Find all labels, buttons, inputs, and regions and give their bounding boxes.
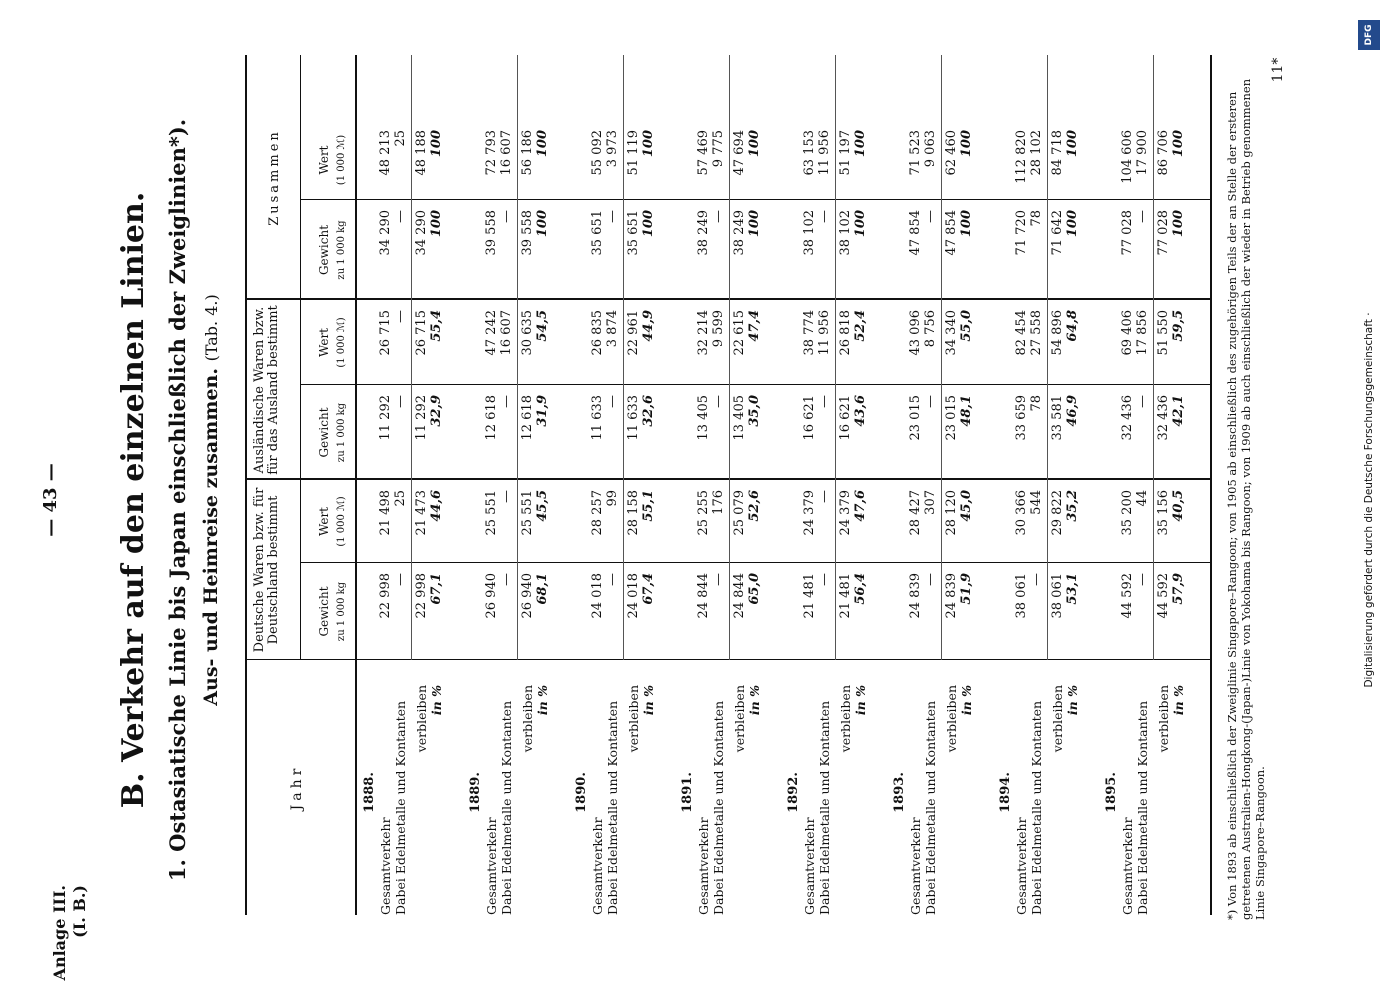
table-cell-remain: 23 015	[944, 395, 959, 441]
subheader-unit: (1 000 ℳ)	[336, 134, 347, 186]
table-cell-pct: 56,4	[853, 573, 868, 605]
year-label: 1891.	[680, 772, 695, 813]
table-cell-remain: 24 379	[838, 490, 853, 536]
table-cell-total: 71 720	[1014, 210, 1029, 256]
annex-line1: Anlage III.	[50, 885, 69, 981]
table-cell-remain: 34 340	[944, 310, 959, 356]
table-cell-remain: 24 844	[732, 573, 747, 619]
table-cell-total: 28 427	[908, 490, 923, 536]
subheader-weight: Gewicht	[317, 407, 331, 458]
year-label: 1892.	[786, 772, 801, 813]
table-cell-precious: —	[817, 573, 832, 586]
table-cell-total: 38 102	[802, 210, 817, 256]
table-cell-total: 34 290	[378, 210, 393, 256]
table-cell-pct: 53,1	[1065, 573, 1080, 605]
table-cell-remain: 38 102	[838, 210, 853, 256]
table-cell-total: 77 028	[1120, 210, 1135, 256]
row-label-precious: Dabei Edelmetalle und Kontanten	[499, 700, 514, 915]
table-cell-remain: 48 188	[414, 130, 429, 176]
row-label-total: Gesamtverkehr	[484, 817, 499, 915]
table-cell-pct: 100	[535, 210, 550, 238]
table-cell-pct: 35,2	[1065, 490, 1080, 522]
table-cell-remain: 11 633	[626, 395, 641, 441]
section-title: Aus- und Heimreise zusammen.	[200, 368, 222, 706]
table-cell-pct: 100	[959, 130, 974, 158]
table-cell-total: 35 651	[590, 210, 605, 256]
table-cell-precious: 9 775	[711, 130, 726, 168]
table-cell-total: 47 242	[484, 310, 499, 356]
row-label-remain: verbleiben	[944, 685, 959, 753]
table-cell-total: 47 854	[908, 210, 923, 256]
row-label-remain: verbleiben	[626, 685, 641, 753]
row-label-percent: in %	[535, 685, 550, 716]
table-cell-remain: 44 592	[1156, 573, 1171, 619]
table-cell-total: 69 406	[1120, 310, 1135, 356]
row-label-remain: verbleiben	[1050, 685, 1065, 753]
table-cell-remain: 51 197	[838, 130, 853, 176]
table-cell-remain: 39 558	[520, 210, 535, 256]
table-cell-remain: 21 481	[838, 573, 853, 619]
table-cell-total: 48 213	[378, 130, 393, 176]
row-label-remain: verbleiben	[732, 685, 747, 753]
year-label: 1889.	[468, 772, 483, 813]
group-divider-rule	[300, 55, 301, 660]
table-cell-pct: 45,5	[535, 490, 550, 522]
table-cell-pct: 67,1	[429, 573, 444, 605]
table-cell-pct: 100	[959, 210, 974, 238]
table-cell-remain: 25 551	[520, 490, 535, 536]
table-cell-pct: 31,9	[535, 395, 550, 427]
table-cell-total: 24 839	[908, 573, 923, 619]
table-cell-total: 112 820	[1014, 130, 1029, 184]
table-cell-precious: —	[711, 210, 726, 223]
row-label-remain: verbleiben	[414, 685, 429, 753]
table-cell-precious: —	[923, 210, 938, 223]
table-cell-precious: —	[499, 210, 514, 223]
footnote: *) Von 1893 ab einschließlich der Zweiglinie Singapore–Rangoon; von 1905 ab einschließlich des zugehörigen Teils der an Stelle der ersteren getretenen Australien-Hongkong-(Japan-)Linie von Yokohama bis Rangoon; von 1909 ab auch einschließlich der wieder in Betrieb genommenen Linie Singapore–Rangoon.	[1225, 78, 1267, 920]
year-label: 1888.	[362, 772, 377, 813]
table-cell-pct: 64,8	[1065, 310, 1080, 342]
table-cell-remain: 21 473	[414, 490, 429, 536]
table-cell-precious: —	[393, 310, 408, 323]
table-cell-remain: 47 854	[944, 210, 959, 256]
subtotal-rule	[1153, 55, 1154, 660]
table-cell-pct: 100	[747, 210, 762, 238]
table-cell-precious: —	[817, 490, 832, 503]
table-cell-precious: —	[1135, 210, 1150, 223]
row-label-precious: Dabei Edelmetalle und Kontanten	[1135, 700, 1150, 915]
table-cell-remain: 12 618	[520, 395, 535, 441]
subheader-unit: zu 1 000 kg	[336, 581, 347, 642]
table-cell-pct: 45,0	[959, 490, 974, 522]
table-cell-pct: 55,0	[959, 310, 974, 342]
table-cell-remain: 26 715	[414, 310, 429, 356]
table-cell-remain: 86 706	[1156, 130, 1171, 176]
table-cell-pct: 100	[641, 210, 656, 238]
table-cell-pct: 100	[1065, 130, 1080, 158]
table-cell-total: 21 498	[378, 490, 393, 536]
table-cell-remain: 22 615	[732, 310, 747, 356]
sheet-signature: 11*	[1270, 57, 1286, 83]
table-cell-total: 11 292	[378, 395, 393, 441]
row-label-precious: Dabei Edelmetalle und Kontanten	[711, 700, 726, 915]
section-heading	[200, 80, 222, 920]
subheader-value: Wert	[317, 507, 331, 537]
column-header-year: Jahr	[289, 764, 305, 811]
table-cell-remain: 38 061	[1050, 573, 1065, 619]
row-label-percent: in %	[853, 685, 868, 716]
table-cell-remain: 32 436	[1156, 395, 1171, 441]
digitization-watermark	[1356, 12, 1382, 988]
subtotal-rule	[411, 55, 412, 660]
table-cell-precious: —	[393, 573, 408, 586]
table-cell-pct: 55,4	[429, 310, 444, 342]
table-cell-precious: —	[817, 210, 832, 223]
table-cell-total: 26 835	[590, 310, 605, 356]
column-group-header: Deutsche Waren bzw. für Deutschland bestimmt	[252, 487, 281, 653]
subtotal-rule	[623, 55, 624, 660]
subheader-unit: zu 1 000 kg	[336, 402, 347, 463]
table-cell-precious: 307	[923, 490, 938, 515]
table-cell-total: 16 621	[802, 395, 817, 441]
year-label: 1895.	[1104, 772, 1119, 813]
table-cell-precious: —	[711, 573, 726, 586]
column-group-header: Ausländische Waren bzw. für das Ausland bestimmt	[252, 305, 281, 475]
table-cell-pct: 40,5	[1171, 490, 1186, 522]
subtotal-rule	[941, 55, 942, 660]
table-cell-total: 26 940	[484, 573, 499, 619]
year-label: 1894.	[998, 772, 1013, 813]
table-cell-total: 104 606	[1120, 130, 1135, 184]
watermark-text: Digitalisierung gefördert durch die Deutsche Forschungsgemeinschaft ·	[1363, 312, 1375, 688]
table-cell-remain: 28 120	[944, 490, 959, 536]
table-cell-pct: 32,6	[641, 395, 656, 427]
table-cell-total: 82 454	[1014, 310, 1029, 356]
table-cell-precious: —	[499, 490, 514, 503]
table-cell-precious: —	[499, 395, 514, 408]
year-label: 1893.	[892, 772, 907, 813]
table-cell-pct: 100	[853, 130, 868, 158]
table-cell-remain: 30 635	[520, 310, 535, 356]
table-cell-total: 32 214	[696, 310, 711, 356]
table-cell-remain: 56 186	[520, 130, 535, 176]
table-cell-total: 44 592	[1120, 573, 1135, 619]
table-cell-precious: —	[605, 395, 620, 408]
table-cell-remain: 84 718	[1050, 130, 1065, 176]
table-cell-remain: 51 119	[626, 130, 641, 176]
table-cell-remain: 16 621	[838, 395, 853, 441]
subheader-unit: (1 000 ℳ)	[336, 496, 347, 547]
table-cell-total: 30 366	[1014, 490, 1029, 536]
table-cell-precious: 11 956	[817, 310, 832, 356]
table-cell-pct: 57,9	[1171, 573, 1186, 605]
table-cell-precious: 3 874	[605, 310, 620, 348]
table-cell-total: 13 405	[696, 395, 711, 441]
table-cell-pct: 47,6	[853, 490, 868, 522]
table-cell-remain: 22 961	[626, 310, 641, 356]
table-cell-total: 38 249	[696, 210, 711, 256]
table-cell-total: 22 998	[378, 573, 393, 619]
table-cell-precious: —	[1029, 573, 1044, 586]
table-cell-precious: 17 900	[1135, 130, 1150, 176]
table-cell-remain: 11 292	[414, 395, 429, 441]
table-cell-precious: 544	[1029, 490, 1044, 515]
subheader-value: Wert	[317, 145, 331, 175]
table-cell-precious: —	[499, 573, 514, 586]
table-cell-total: 32 436	[1120, 395, 1135, 441]
table-cell-remain: 62 460	[944, 130, 959, 176]
table-cell-precious: 11 956	[817, 130, 832, 176]
table-cell-pct: 51,9	[959, 573, 974, 605]
row-label-remain: verbleiben	[1156, 685, 1171, 753]
row-label-total: Gesamtverkehr	[802, 817, 817, 915]
column-group-header: Zusammen	[267, 129, 282, 226]
table-cell-pct: 100	[747, 130, 762, 158]
subheader-value: Wert	[317, 328, 331, 358]
table-top-rule	[245, 55, 247, 915]
table-cell-pct: 100	[429, 210, 444, 238]
table-cell-pct: 52,6	[747, 490, 762, 522]
table-cell-pct: 52,4	[853, 310, 868, 342]
table-cell-pct: 65,0	[747, 573, 762, 605]
table-cell-total: 25 551	[484, 490, 499, 536]
table-cell-remain: 38 249	[732, 210, 747, 256]
table-cell-remain: 35 156	[1156, 490, 1171, 536]
row-label-percent: in %	[641, 685, 656, 716]
table-cell-precious: 44	[1135, 490, 1150, 507]
row-label-percent: in %	[429, 685, 444, 716]
table-cell-remain: 24 839	[944, 573, 959, 619]
subtotal-rule	[835, 55, 836, 660]
table-cell-total: 24 018	[590, 573, 605, 619]
table-cell-total: 23 015	[908, 395, 923, 441]
header-bottom-rule	[355, 55, 357, 915]
table-cell-total: 71 523	[908, 130, 923, 176]
table-cell-total: 11 633	[590, 395, 605, 441]
table-cell-precious: 78	[1029, 210, 1044, 227]
table-cell-pct: 43,6	[853, 395, 868, 427]
table-cell-pct: 42,1	[1171, 395, 1186, 427]
table-cell-total: 38 061	[1014, 573, 1029, 619]
table-cell-precious: 99	[605, 490, 620, 507]
subtotal-rule	[729, 55, 730, 660]
table-cell-remain: 71 642	[1050, 210, 1065, 256]
table-cell-total: 24 844	[696, 573, 711, 619]
table-cell-total: 43 096	[908, 310, 923, 356]
table-cell-precious: —	[817, 395, 832, 408]
table-cell-pct: 100	[429, 130, 444, 158]
row-label-total: Gesamtverkehr	[1120, 817, 1135, 915]
table-cell-remain: 26 940	[520, 573, 535, 619]
year-label: 1890.	[574, 772, 589, 813]
table-cell-precious: 28 102	[1029, 130, 1044, 176]
table-cell-precious: —	[605, 573, 620, 586]
row-label-percent: in %	[747, 685, 762, 716]
annex-line2: (I. B.)	[70, 885, 89, 938]
table-cell-total: 24 379	[802, 490, 817, 536]
row-label-total: Gesamtverkehr	[1014, 817, 1029, 915]
row-label-remain: verbleiben	[838, 685, 853, 753]
table-cell-pct: 54,5	[535, 310, 550, 342]
table-cell-pct: 100	[1171, 210, 1186, 238]
table-cell-pct: 59,5	[1171, 310, 1186, 342]
table-cell-pct: 100	[535, 130, 550, 158]
table-cell-pct: 44,6	[429, 490, 444, 522]
table-cell-remain: 24 018	[626, 573, 641, 619]
table-cell-remain: 54 896	[1050, 310, 1065, 356]
table-reference: (Tab. 4.)	[202, 294, 221, 362]
table-cell-total: 33 659	[1014, 395, 1029, 441]
table-cell-remain: 28 158	[626, 490, 641, 536]
table-cell-pct: 48,1	[959, 395, 974, 427]
table-cell-remain: 26 818	[838, 310, 853, 356]
table-cell-precious: —	[393, 395, 408, 408]
table-cell-remain: 33 581	[1050, 395, 1065, 441]
table-bottom-rule	[1210, 55, 1212, 915]
table-cell-pct: 46,9	[1065, 395, 1080, 427]
row-label-precious: Dabei Edelmetalle und Kontanten	[817, 700, 832, 915]
table-cell-pct: 44,9	[641, 310, 656, 342]
row-label-total: Gesamtverkehr	[590, 817, 605, 915]
table-cell-precious: —	[923, 573, 938, 586]
table-cell-pct: 100	[853, 210, 868, 238]
row-label-total: Gesamtverkehr	[378, 817, 393, 915]
table-cell-total: 39 558	[484, 210, 499, 256]
table-cell-pct: 32,9	[429, 395, 444, 427]
row-label-total: Gesamtverkehr	[908, 817, 923, 915]
table-cell-remain: 51 550	[1156, 310, 1171, 356]
table-cell-precious: 16 607	[499, 310, 514, 356]
subheader-weight: Gewicht	[317, 224, 331, 276]
table-cell-precious: —	[1135, 395, 1150, 408]
table-cell-pct: 100	[641, 130, 656, 158]
table-cell-total: 26 715	[378, 310, 393, 356]
table-cell-remain: 25 079	[732, 490, 747, 536]
table-cell-remain: 47 694	[732, 130, 747, 176]
subheader-weight: Gewicht	[317, 586, 331, 637]
table-cell-precious: —	[711, 395, 726, 408]
row-label-precious: Dabei Edelmetalle und Kontanten	[605, 700, 620, 915]
table-cell-total: 21 481	[802, 573, 817, 619]
row-label-precious: Dabei Edelmetalle und Kontanten	[1029, 700, 1044, 915]
table-cell-precious: —	[923, 395, 938, 408]
row-label-remain: verbleiben	[520, 685, 535, 753]
table-cell-precious: —	[605, 210, 620, 223]
table-cell-total: 38 774	[802, 310, 817, 356]
table-cell-precious: 9 599	[711, 310, 726, 348]
table-cell-pct: 100	[1171, 130, 1186, 158]
table-cell-pct: 47,4	[747, 310, 762, 342]
subtotal-rule	[1047, 55, 1048, 660]
table-cell-total: 12 618	[484, 395, 499, 441]
table-cell-precious: 25	[393, 490, 408, 507]
table-cell-pct: 68,1	[535, 573, 550, 605]
table-cell-remain: 34 290	[414, 210, 429, 256]
sub-heading: 1. Ostasiatische Linie bis Japan einschließlich der Zweiglinien*).	[165, 118, 190, 882]
subtotal-rule	[517, 55, 518, 660]
table-cell-precious: 8 756	[923, 310, 938, 348]
table-cell-remain: 22 998	[414, 573, 429, 619]
table-cell-precious: 9 063	[923, 130, 938, 168]
table-cell-precious: 25	[393, 130, 408, 147]
table-cell-pct: 67,4	[641, 573, 656, 605]
subheader-unit: (1 000 ℳ)	[336, 317, 347, 368]
table-cell-precious: 3 973	[605, 130, 620, 168]
table-cell-precious: —	[1135, 573, 1150, 586]
table-cell-total: 63 153	[802, 130, 817, 176]
row-label-percent: in %	[1171, 685, 1186, 716]
table-cell-remain: 35 651	[626, 210, 641, 256]
row-label-precious: Dabei Edelmetalle und Kontanten	[393, 700, 408, 915]
table-cell-pct: 55,1	[641, 490, 656, 522]
table-cell-precious: 176	[711, 490, 726, 515]
table-cell-precious: 78	[1029, 395, 1044, 412]
main-heading: B. Verkehr auf den einzelnen Linien.	[116, 191, 151, 809]
annex-label	[50, 885, 90, 1005]
table-cell-precious: 17 856	[1135, 310, 1150, 356]
table-cell-total: 25 255	[696, 490, 711, 536]
table-cell-precious: 27 558	[1029, 310, 1044, 356]
table-cell-total: 28 257	[590, 490, 605, 536]
table-cell-total: 57 469	[696, 130, 711, 176]
table-cell-precious: 16 607	[499, 130, 514, 176]
dfg-logo: DFG	[1358, 20, 1380, 50]
row-label-total: Gesamtverkehr	[696, 817, 711, 915]
table-cell-total: 72 793	[484, 130, 499, 176]
subheader-unit: zu 1 000 kg	[336, 220, 347, 280]
page-number: — 43 —	[40, 463, 61, 537]
table-cell-pct: 100	[1065, 210, 1080, 238]
table-cell-remain: 77 028	[1156, 210, 1171, 256]
row-label-percent: in %	[959, 685, 974, 716]
row-label-precious: Dabei Edelmetalle und Kontanten	[923, 700, 938, 915]
table-cell-pct: 35,0	[747, 395, 762, 427]
table-cell-total: 55 092	[590, 130, 605, 176]
table-cell-precious: —	[393, 210, 408, 223]
table-cell-remain: 13 405	[732, 395, 747, 441]
table-cell-total: 35 200	[1120, 490, 1135, 536]
row-label-percent: in %	[1065, 685, 1080, 716]
table-cell-remain: 29 822	[1050, 490, 1065, 536]
